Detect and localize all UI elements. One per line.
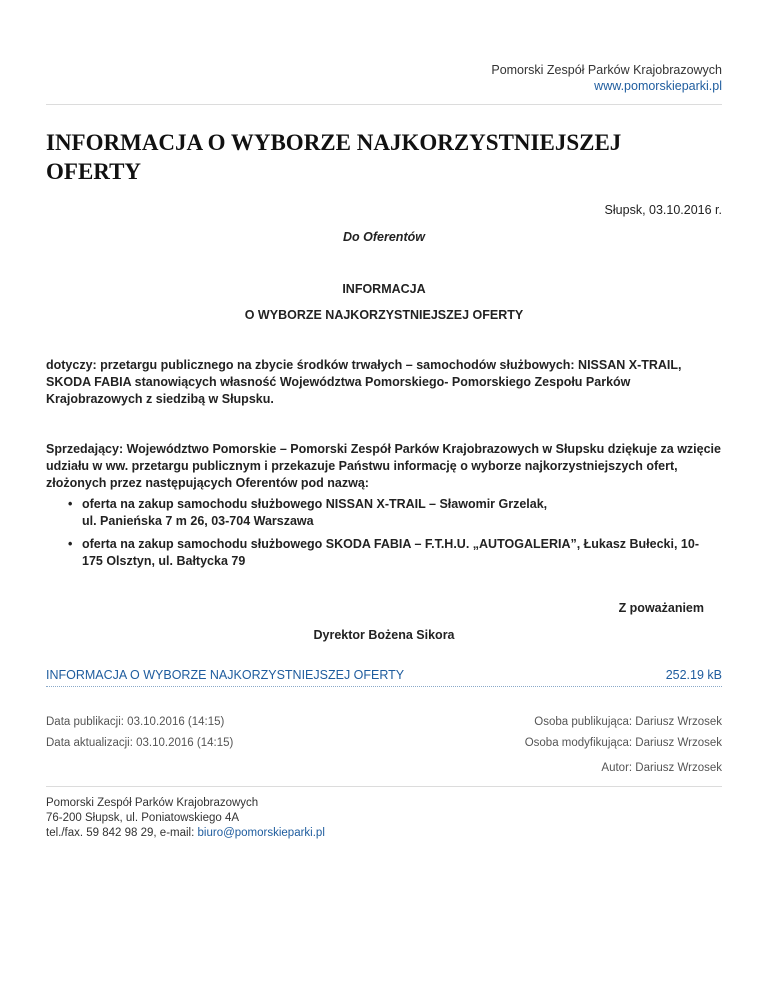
offers-list	[46, 496, 722, 576]
bullet-icon: •	[68, 497, 73, 511]
bullet-icon: •	[68, 537, 73, 551]
offer-line: oferta na zakup samochodu służbowego SKODA FABIA – F.T.H.U. „AUTOGALERIA”, Łukasz Bułecki, 10-	[82, 537, 699, 551]
publication-date: Data publikacji: 03.10.2016 (14:15)	[46, 716, 225, 728]
signature-director: Dyrektor Bożena Sikora	[313, 628, 455, 642]
footer-contact	[46, 826, 325, 841]
footer-phone: tel./fax. 59 842 98 29, e-mail:	[46, 827, 198, 839]
footer-address: 76-200 Słupsk, ul. Poniatowskiego 4A	[46, 812, 240, 824]
footer-divider	[46, 786, 722, 787]
closing-regards: Z poważaniem	[618, 601, 704, 615]
offer-line: oferta na zakup samochodu służbowego NISSAN X-TRAIL – Sławomir Grzelak,	[82, 497, 548, 511]
footer-org-name: Pomorski Zespół Parków Krajobrazowych	[46, 797, 259, 809]
paragraph-seller: Sprzedający: Województwo Pomorskie – Pomorski Zespół Parków Krajobrazowych w Słupsku dziękuje za wzięcie udziału w ww. przetargu publicznym i przekazuje Państwu informację o wyborze najkorzystniejszych ofert, złożonych przez następujących Oferentów pod nazwą:	[46, 442, 721, 490]
attachment-size: 252.19 kB	[665, 668, 722, 682]
update-date: Data aktualizacji: 03.10.2016 (14:15)	[46, 737, 234, 749]
modifier-name: Osoba modyfikująca: Dariusz Wrzosek	[524, 737, 722, 749]
header-website-link[interactable]: www.pomorskieparki.pl	[594, 79, 722, 93]
author-name: Autor: Dariusz Wrzosek	[601, 762, 722, 774]
document-date: Słupsk, 03.10.2016 r.	[604, 203, 722, 217]
recipient-line: Do Oferentów	[343, 230, 425, 244]
page-footer	[46, 796, 325, 841]
footer-email-link[interactable]: biuro@pomorskieparki.pl	[197, 827, 325, 839]
header-divider	[46, 104, 722, 105]
offer-line: ul. Panieńska 7 m 26, 03-704 Warszawa	[82, 514, 314, 528]
list-item	[68, 496, 722, 530]
header-org-name: Pomorski Zespół Parków Krajobrazowych	[491, 63, 722, 77]
page-title: INFORMACJA O WYBORZE NAJKORZYSTNIEJSZEJ OFERTY	[46, 130, 622, 184]
paragraph-subject: dotyczy: przetargu publicznego na zbycie środków trwałych – samochodów służbowych: NISSAN X-TRAIL, SKODA FABIA stanowiących własność Województwa Pomorskiego- Pomorskiego Zespołu Parków Krajobrazowych z siedzibą w Słupsku.	[46, 358, 682, 406]
list-item	[68, 536, 722, 570]
offer-line: 175 Olsztyn, ul. Bałtycka 79	[82, 554, 246, 568]
page-header	[491, 62, 722, 94]
attachment-link[interactable]: INFORMACJA O WYBORZE NAJKORZYSTNIEJSZEJ OFERTY	[46, 668, 405, 682]
publisher-name: Osoba publikująca: Dariusz Wrzosek	[534, 716, 722, 728]
attachment-row	[46, 668, 722, 687]
heading-subject: O WYBORZE NAJKORZYSTNIEJSZEJ OFERTY	[244, 308, 524, 322]
heading-informacja: INFORMACJA	[342, 282, 426, 296]
